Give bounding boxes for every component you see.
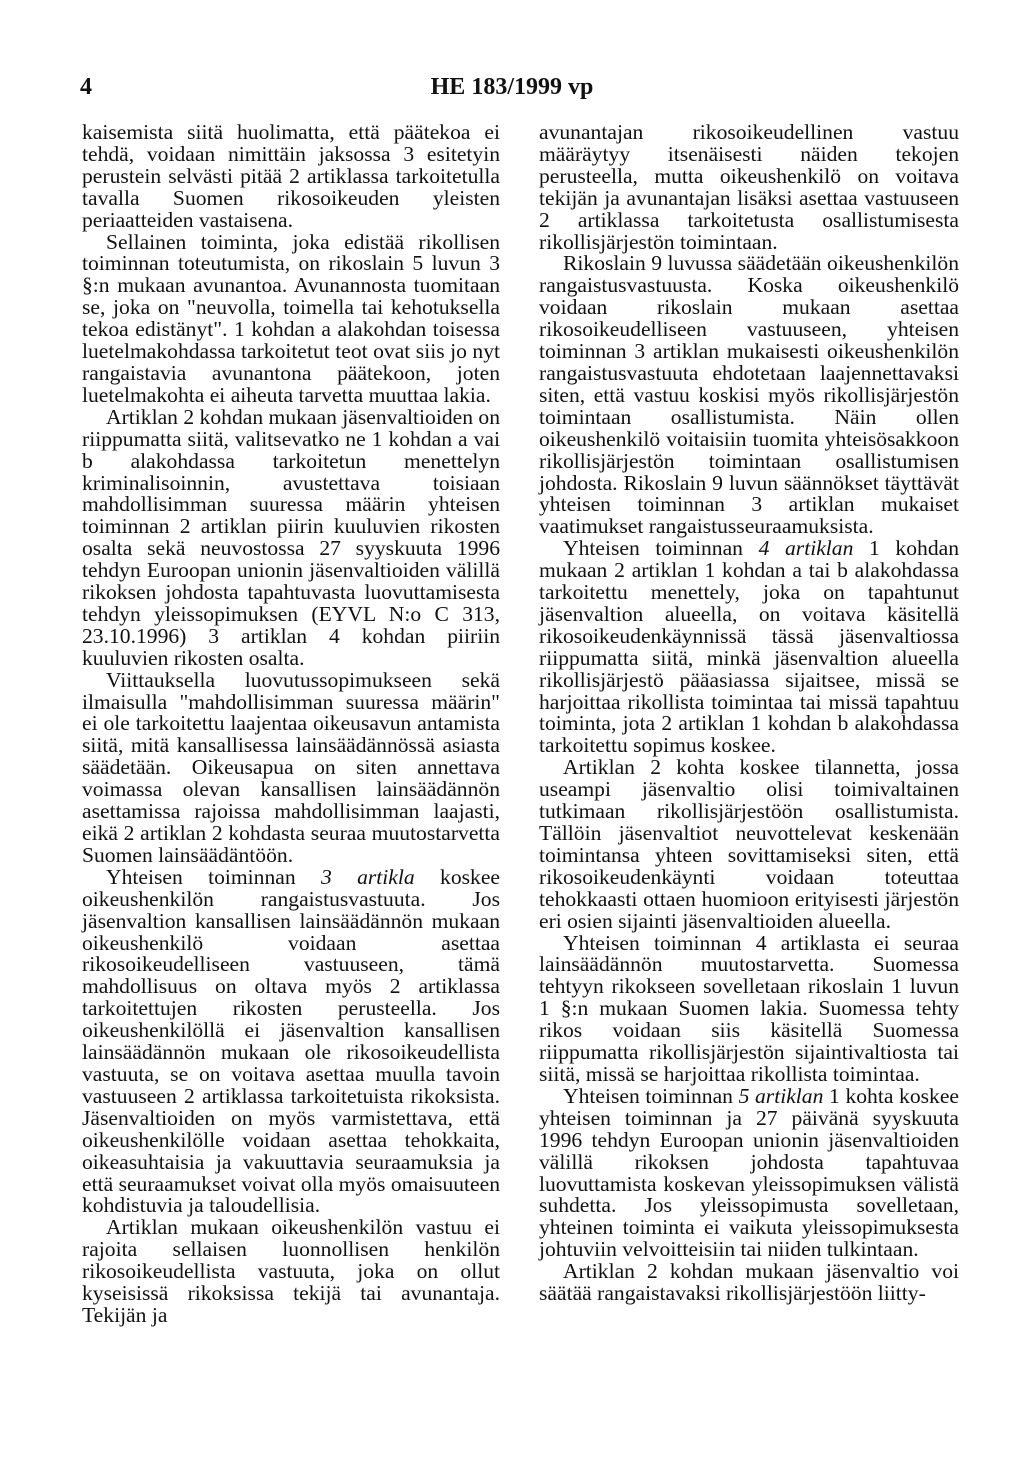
- paragraph: Artiklan mukaan oikeushenkilön vastuu ei rajoita sellaisen luonnollisen henkilön rikosoikeudellista vastuuta, joka on ollut kyseisissä rikoksissa tekijä tai avunantaja. Tekijän ja: [82, 1215, 500, 1327]
- article-reference: 4 artiklan: [758, 536, 854, 561]
- paragraph: Yhteisen toiminnan 5 artiklan 1 kohta koskee yhteisen toiminnan ja 27 päivänä syyskuuta 1996 tehdyn Euroopan unionin jäsenvaltioiden välillä rikoksen johdosta tapahtuvaa luovuttamista koskevan yleissopimuksen välistä suhdetta. Jos yleissopimusta sovelletaan, yhteinen toiminta ei vaikuta yleissopimuksesta johtuviin velvoitteisiin tai niiden tulkintaan.: [539, 1083, 959, 1262]
- right-text-column: [539, 122, 959, 1305]
- paragraph: Artiklan 2 kohdan mukaan jäsenvaltio voi säätää rangaistavaksi rikollisjärjestöön liitty-: [539, 1259, 959, 1306]
- paragraph: Yhteisen toiminnan 4 artiklasta ei seuraa lainsäädännön muutostarvetta. Suomessa tehtyyn rikokseen sovelletaan rikoslain 1 luvun 1 §:n mukaan Suomen lakia. Suomessa tehty rikos voidaan siis käsitellä Suomessa riippumatta rikollisjärjestön sijaintivaltiosta tai siitä, missä se harjoittaa rikollista toimintaa.: [539, 930, 959, 1086]
- page-number: 4: [80, 74, 92, 100]
- page-header: [0, 74, 1024, 108]
- paragraph: Yhteisen toiminnan 4 artiklan 1 kohdan mukaan 2 artiklan 1 kohdan a tai b alakohdassa tarkoitettu menettely, joka on tapahtunut jäsenvaltion alueella, on voitava käsitellä rikosoikeudenkäynnissä tässä jäsenvaltiossa riippumatta siitä, minkä jäsenvaltion alueella rikollisjärjestö pääasiassa sijaitsee, missä se harjoittaa rikollista toimintaa tai missä tapahtuu toiminta, jota 2 artiklan 1 kohdan b alakohdassa tarkoitettu sopimus koskee.: [539, 536, 960, 758]
- paragraph: kaisemista siitä huolimatta, että päätekoa ei tehdä, voidaan nimittäin jaksossa 3 esitetyin perustein selvästi pitää 2 artiklassa tarkoitetulla tavalla Suomen rikosoikeuden yleisten periaatteiden vastaisena.: [82, 120, 500, 232]
- paragraph: Viittauksella luovutussopimukseen sekä ilmaisulla "mahdollisimman suuressa määrin" ei ole tarkoitettu laajentaa oikeusavun antamista siitä, mitä kansallisessa lainsäädännössä asiasta säädetään. Oikeusapua on siten annettava voimassa olevan kansallisen lainsäädännön asettamissa rajoissa mahdollisimman laajasti, eikä 2 artiklan 2 kohdasta seuraa muutostarvetta Suomen lainsäädäntöön.: [82, 667, 500, 867]
- paragraph: Artiklan 2 kohdan mukaan jäsenvaltioiden on riippumatta siitä, valitsevatko ne 1 kohdan a vai b alakohdassa tarkoitetun menettelyn kriminalisoinnin, avustettava toisiaan mahdollisimman suuressa määrin yhteisen toiminnan 2 artiklan piirin kuuluvien rikosten osalta sekä neuvostossa 27 syyskuuta 1996 tehdyn Euroopan unionin jäsenvaltioiden välillä rikoksen johdosta tapahtuvasta luovuttamisesta tehdyn yleissopimuksen (EYVL N:o C 313, 23.10.1996) 3 artiklan 4 kohdan piiriin kuuluvien rikosten osalta.: [82, 404, 500, 670]
- article-reference: 3 artikla: [320, 864, 415, 889]
- paragraph: Artiklan 2 kohta koskee tilannetta, jossa useampi jäsenvaltio olisi toimivaltainen tutkimaan rikollisjärjestöön osallistumista. Tällöin jäsenvaltiot neuvottelevat keskenään toimintansa yhteen sovittamiseksi siten, että rikosoikeudenkäynti voidaan toteuttaa tehokkaasti ottaen huomioon erityisesti järjestön eri osien sijainti jäsenvaltioiden alueella.: [539, 755, 959, 933]
- paragraph: Sellainen toiminta, joka edistää rikollisen toiminnan toteutumista, on rikoslain 5 luvun 3 §:n mukaan avunantoa. Avunannosta tuomitaan se, joka on "neuvolla, toimella tai kehotuksella tekoa edistänyt". 1 kohdan a alakohdan toisessa luetelmakohdassa tarkoitetut teot ovat siis jo nyt rangaistavia avunantona päätekoon, joten luetelmakohta ei aiheuta tarvetta muuttaa lakia.: [82, 229, 500, 407]
- paragraph: Yhteisen toiminnan 3 artikla koskee oikeushenkilön rangaistusvastuuta. Jos jäsenvaltion kansallisen lainsäädännön mukaan oikeushenkilö voidaan asettaa rikosoikeudelliseen vastuuseen, tämä mahdollisuus on oltava myös 2 artiklassa tarkoitettujen rikosten perusteella. Jos oikeushenkilöllä ei jäsenvaltion kansallisen lainsäädännön mukaan ole rikosoikeudellista vastuuta, se on voitava asettaa muulla tavoin vastuuseen 2 artiklassa tarkoitetuista rikoksista. Jäsenvaltioiden on myös varmistettava, että oikeushenkilölle voidaan asettaa tehokkaita, oikeasuhtaisia ja vakuuttavia seuraamuksia ja että seuraamukset voivat olla myös omaisuuteen kohdistuvia ja taloudellisia.: [82, 864, 500, 1218]
- paragraph: avunantajan rikosoikeudellinen vastuu määräytyy itsenäisesti näiden tekojen perusteella, mutta oikeushenkilö on voitava tekijän ja avunantajan lisäksi asettaa vastuuseen 2 artiklassa tarkoitetusta osallistumisesta rikollisjärjestön toimintaan.: [539, 120, 959, 254]
- left-text-column: [82, 122, 500, 1327]
- article-reference: 5 artiklan: [738, 1083, 824, 1108]
- document-identifier: HE 183/1999 vp: [430, 74, 594, 100]
- paragraph: Rikoslain 9 luvussa säädetään oikeushenkilön rangaistusvastuusta. Koska oikeushenkilö voidaan rikoslain mukaan asettaa rikosoikeudelliseen vastuuseen, yhteisen toiminnan 3 artiklan mukaisesti oikeushenkilön rangaistusvastuuta ehdotetaan laajennettavaksi siten, että vastuu koskisi myös rikollisjärjestön toimintaan osallistumista. Näin ollen oikeushenkilö voitaisiin tuomita yhteisösakkoon rikollisjärjestön toimintaan osallistumisen johdosta. Rikoslain 9 luvun säännökset täyttävät yhteisen toiminnan 3 artiklan mukaiset vaatimukset rangaistusseuraamuksista.: [539, 251, 959, 539]
